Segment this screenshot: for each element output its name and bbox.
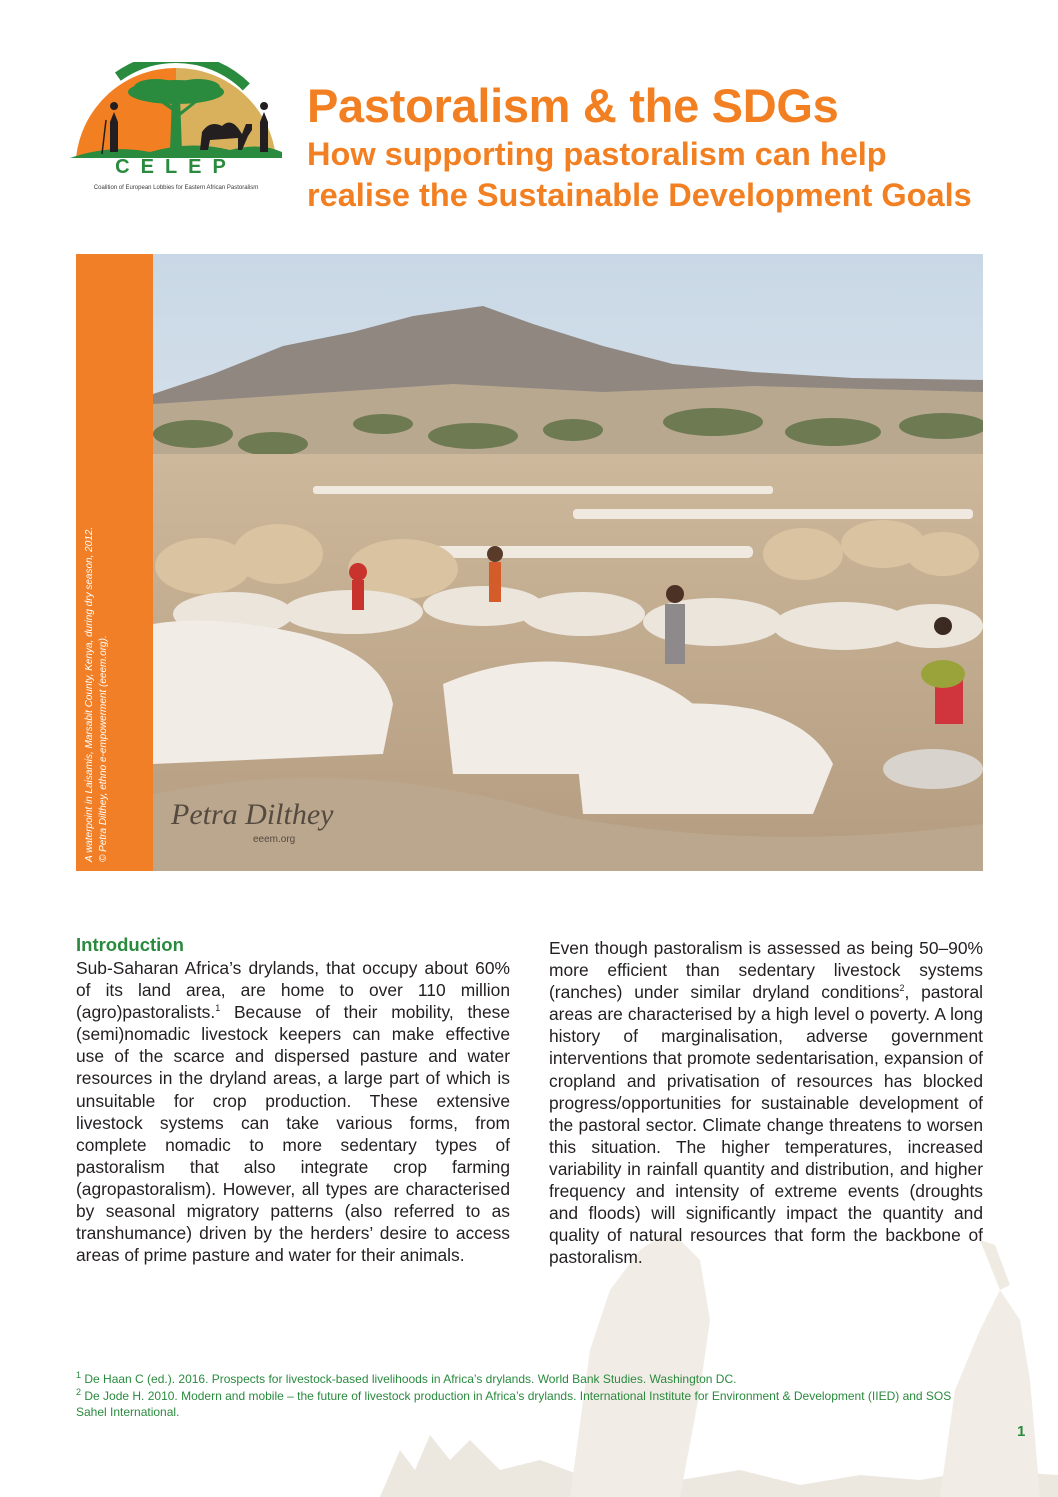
photo-signature: Petra Dilthey: [171, 798, 334, 831]
waterpoint-photo: [153, 254, 983, 871]
page-subtitle: [307, 134, 1027, 216]
caption-line-2: © Petra Dilthey, ethno e-empowerment (eeem.org).: [98, 635, 109, 862]
intro-p1-text-a: Sub-Saharan Africa’s drylands, that occupy about 60% of its land area, are home to over 110 million (agro)pastoralists.: [76, 958, 510, 1023]
caption-line-1: A waterpoint in Laisamis, Marsabit County, Kenya, during dry season, 2012.: [84, 526, 95, 862]
watermark-silhouette: [380, 1230, 1058, 1497]
footnote-2-number: 2: [76, 1386, 82, 1397]
footnote-1-number: 1: [76, 1370, 82, 1380]
footnote-1: [76, 1371, 976, 1388]
footnote-2: [76, 1388, 976, 1421]
intro-paragraph-2: [549, 937, 983, 1268]
footnote-1-text: De Haan C (ed.). 2016. Prospects for livestock-based livelihoods in Africa’s drylands. World Bank Studies. Washington DC.: [84, 1372, 737, 1386]
photo-caption: [83, 262, 111, 862]
intro-paragraph-1: [76, 957, 510, 1266]
intro-column-right: [549, 937, 983, 1268]
subtitle-line-2: realise the Sustainable Development Goals: [307, 177, 972, 213]
waterpoint-illustration: [153, 254, 983, 871]
intro-p2-text-b: , pastoral areas are characterised by a high level o poverty. A long history of marginalisation, adverse government interventions that promote sedentarisation, expansion of cropland and privatisation of resources has blocked progress/opportunities for sustainable development of the pastoral sector. Climate change threatens to worsen this situation. The higher temperatures, increased variability in rainfall quantity and distribution, and higher frequency and intensity of extreme events (droughts and floods) will significantly impact the quantity and quality of natural resources that form the backbone of pastoralism.: [549, 982, 983, 1268]
intro-p1-text-b: Because of their mobility, these (semi)nomadic livestock keepers can make effective use of the scarce and dispersed pasture and water resources in the dryland areas, a large part of which is unsuitable for crop production. These extensive livestock systems can take various forms, from complete nomadic to more sedentary types of pastoralism that also integrate crop farming (agropastoralism). However, all types are characterised by seasonal migratory patterns (also referred to as transhumance) driven by the herders’ desire to access areas of prime pasture and water for their animals.: [76, 1002, 510, 1266]
page-number: 1: [1017, 1423, 1026, 1440]
logo-acronym: CELEP: [115, 156, 237, 178]
footnote-ref-2: 2: [899, 983, 905, 994]
photo-signature-site: eeem.org: [253, 834, 296, 845]
subtitle-line-1: How supporting pastoralism can help: [307, 136, 887, 172]
intro-p2-text-a: Even though pastoralism is assessed as being 50–90% more efficient than sedentary livestock systems (ranches) under similar dryland conditions: [549, 938, 983, 1003]
page-title: Pastoralism & the SDGs: [307, 79, 839, 132]
logo-tagline: Coalition of European Lobbies for Eastern African Pastoralism: [93, 185, 259, 191]
celep-logo: [70, 62, 282, 202]
section-heading-introduction: Introduction: [76, 934, 184, 955]
intro-column-left: [76, 933, 510, 1266]
footnote-ref-1: 1: [215, 1003, 221, 1014]
footnote-2-text: De Jode H. 2010. Modern and mobile – the future of livestock production in Africa’s drylands. International Institute for Environment & Development (IIED) and SOS Sahel International.: [76, 1388, 952, 1419]
footnotes: [76, 1371, 976, 1421]
logo-emblem: [70, 62, 282, 158]
